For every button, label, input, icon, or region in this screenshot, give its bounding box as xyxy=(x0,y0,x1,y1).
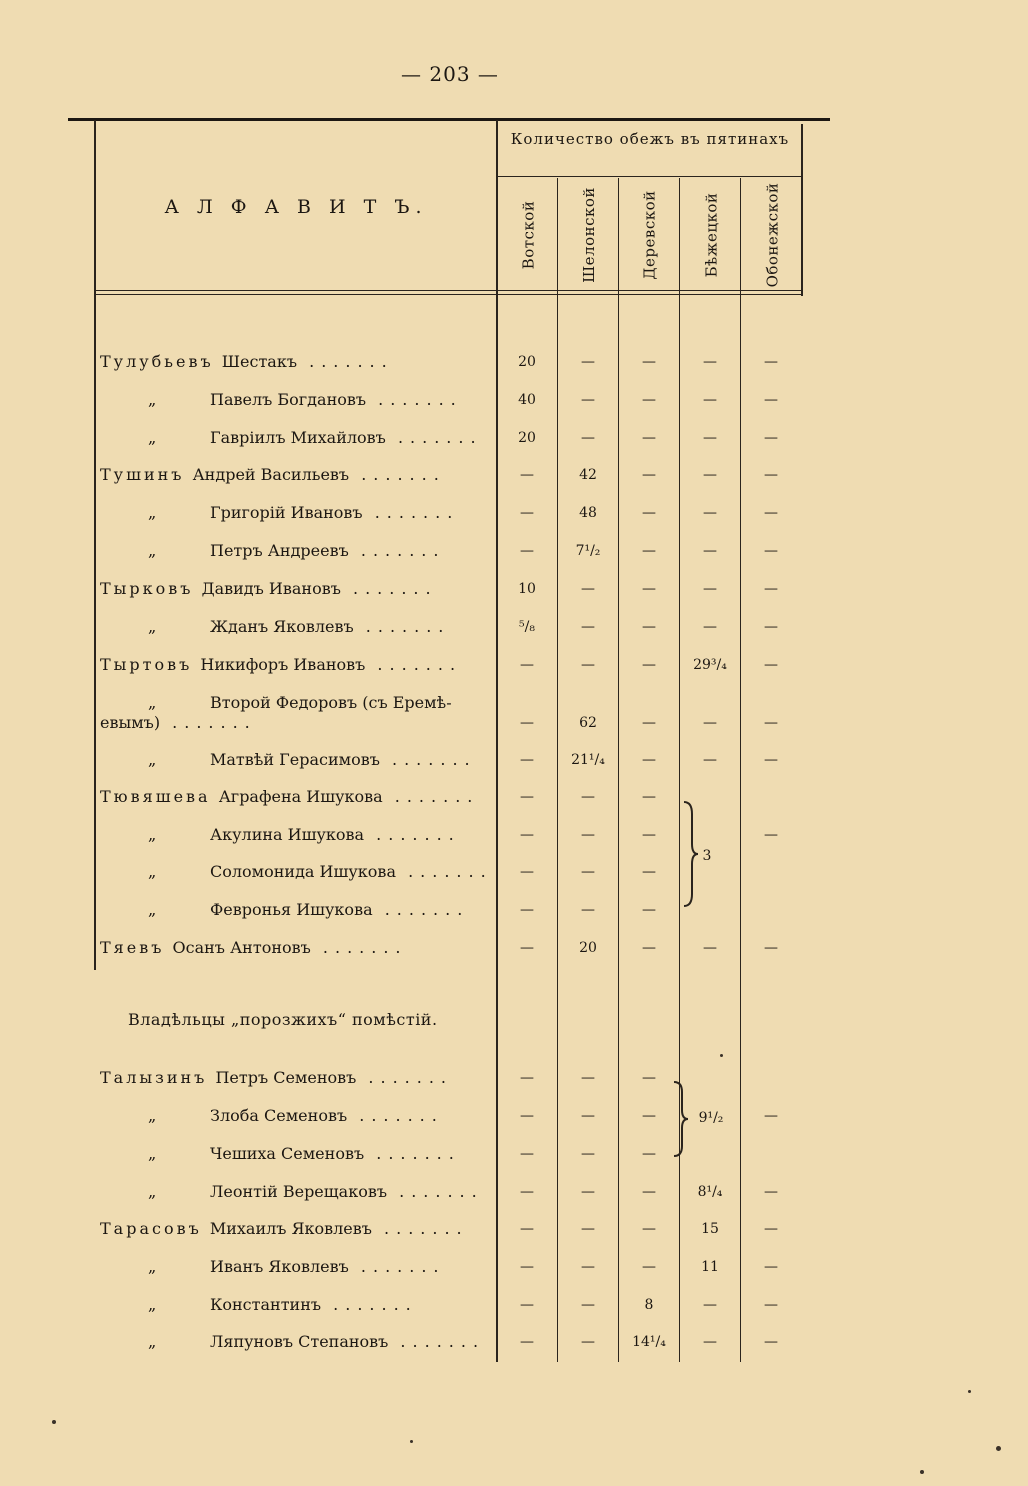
leader-dots: ....... xyxy=(364,825,461,844)
surname: Тырковъ xyxy=(100,579,202,598)
person-name xyxy=(148,1332,492,1352)
cell-derevskoy: — xyxy=(642,1108,656,1124)
cell-obonezhskoy: — xyxy=(764,619,778,635)
table-row xyxy=(0,1182,1028,1214)
cell-votskoy: — xyxy=(520,902,534,918)
leader-dots: ....... xyxy=(362,503,460,522)
given-name: Жданъ Яковлевъ xyxy=(210,617,354,636)
surname: Тулубьевъ xyxy=(100,352,222,371)
table-row xyxy=(0,390,1028,422)
given-name: Злоба Семеновъ xyxy=(210,1106,348,1125)
cell-obonezhskoy: — xyxy=(764,1259,778,1275)
cell-shelonskoy: — xyxy=(581,1259,595,1275)
given-name: Чешиха Семеновъ xyxy=(210,1144,365,1163)
cell-obonezhskoy: — xyxy=(764,1297,778,1313)
cell-obonezhskoy: — xyxy=(764,354,778,370)
cell-votskoy: — xyxy=(520,827,534,843)
table-row xyxy=(0,503,1028,535)
cell-obonezhskoy: — xyxy=(764,505,778,521)
cell-derevskoy: — xyxy=(642,619,656,635)
cell-derevskoy: — xyxy=(642,752,656,768)
surname: Тушинъ xyxy=(100,465,193,484)
cell-shelonskoy: — xyxy=(581,1108,595,1124)
cell-votskoy: — xyxy=(520,864,534,880)
cell-shelonskoy: 21¹/₄ xyxy=(571,752,605,768)
leader-dots: ....... xyxy=(310,938,408,957)
ditto-mark: „ xyxy=(148,617,157,636)
cell-shelonskoy: — xyxy=(581,392,595,408)
cell-bezhetskoy: — xyxy=(703,1334,717,1350)
table-row xyxy=(0,617,1028,649)
table-row xyxy=(0,750,1028,782)
ditto-mark: „ xyxy=(148,1257,157,1276)
cell-votskoy: — xyxy=(520,1259,534,1275)
leader-dots: ....... xyxy=(388,1332,486,1351)
person-name xyxy=(148,617,492,637)
cell-shelonskoy: 7¹/₂ xyxy=(575,543,601,559)
table-row xyxy=(0,655,1028,687)
leader-dots: ....... xyxy=(371,1219,469,1238)
given-name: Осанъ Антоновъ xyxy=(172,938,311,957)
cell-derevskoy: — xyxy=(642,392,656,408)
cell-shelonskoy: — xyxy=(581,827,595,843)
cell-derevskoy: 8 xyxy=(644,1297,654,1313)
cell-derevskoy: — xyxy=(642,1146,656,1162)
cell-shelonskoy: — xyxy=(581,1221,595,1237)
cell-bezhetskoy: — xyxy=(703,354,717,370)
cell-derevskoy: — xyxy=(642,1221,656,1237)
leader-dots: ....... xyxy=(297,352,394,371)
cell-votskoy: ⁵/₈ xyxy=(519,619,535,635)
column-header-shelonskoy: Шелонской xyxy=(580,187,599,283)
cell-derevskoy: — xyxy=(642,657,656,673)
cell-shelonskoy: — xyxy=(581,1070,595,1086)
cell-obonezhskoy: — xyxy=(764,430,778,446)
column-header-obonezhskoy: Обонежской xyxy=(763,182,781,288)
cell-shelonskoy: — xyxy=(581,354,595,370)
cell-obonezhskoy: — xyxy=(764,543,778,559)
table-row xyxy=(0,579,1028,611)
leader-dots: ....... xyxy=(366,390,463,409)
leader-dots: ....... xyxy=(353,617,451,636)
leader-dots: ....... xyxy=(321,1295,418,1314)
leader-dots: ....... xyxy=(348,541,446,560)
person-name xyxy=(148,1257,492,1277)
person-name xyxy=(148,1144,492,1164)
given-name: Давидъ Ивановъ xyxy=(201,579,341,598)
leader-dots: ....... xyxy=(356,1068,454,1087)
cell-votskoy: — xyxy=(520,1108,534,1124)
given-name: Шестакъ xyxy=(221,352,298,371)
cell-derevskoy: — xyxy=(642,430,656,446)
ditto-mark: „ xyxy=(148,750,157,769)
cell-bezhetskoy: — xyxy=(703,940,717,956)
cell-obonezhskoy: — xyxy=(764,1184,778,1200)
cell-votskoy: — xyxy=(520,1184,534,1200)
cell-derevskoy: — xyxy=(642,1259,656,1275)
table-row xyxy=(0,541,1028,573)
surname: Тарасовъ xyxy=(100,1219,210,1238)
ditto-mark: „ xyxy=(148,428,157,447)
leader-dots: ....... xyxy=(385,428,483,447)
cell-votskoy: — xyxy=(520,1297,534,1313)
leader-dots: ....... xyxy=(382,787,480,806)
cell-obonezhskoy: — xyxy=(764,715,778,731)
ditto-mark: „ xyxy=(148,825,157,844)
table-row xyxy=(0,428,1028,460)
cell-votskoy: — xyxy=(520,789,534,805)
person-name xyxy=(100,655,492,675)
cell-bezhetskoy: 8¹/₄ xyxy=(697,1184,723,1200)
table-row xyxy=(0,1106,1028,1138)
cell-derevskoy: — xyxy=(642,864,656,880)
leader-dots: ....... xyxy=(379,750,477,769)
person-name xyxy=(148,1182,492,1202)
cell-bezhetskoy: 11 xyxy=(701,1259,719,1275)
person-name xyxy=(148,503,492,523)
cell-shelonskoy: — xyxy=(581,657,595,673)
table-row xyxy=(0,1257,1028,1289)
table-row xyxy=(0,938,1028,970)
table-row xyxy=(0,787,1028,819)
cell-shelonskoy: 62 xyxy=(579,715,597,731)
surname: Тяевъ xyxy=(100,938,173,957)
given-name: Константинъ xyxy=(210,1295,322,1314)
ditto-mark: „ xyxy=(148,693,157,712)
given-name: Февронья Ишукова xyxy=(210,900,373,919)
cell-derevskoy: — xyxy=(642,354,656,370)
column-header-bezhetskoy: Бѣжецкой xyxy=(702,192,721,278)
leader-dots: ....... xyxy=(349,465,446,484)
ditto-mark: „ xyxy=(148,1106,157,1125)
cell-derevskoy: — xyxy=(642,1070,656,1086)
cell-obonezhskoy: — xyxy=(764,1334,778,1350)
given-name: Второй Федоровъ (съ Еремѣ- xyxy=(210,693,452,712)
given-name: Иванъ Яковлевъ xyxy=(210,1257,349,1276)
cell-bezhetskoy: 15 xyxy=(701,1221,719,1237)
cell-obonezhskoy: — xyxy=(764,1221,778,1237)
person-name xyxy=(148,862,492,882)
given-name: Леонтiй Верещаковъ xyxy=(210,1182,388,1201)
cell-derevskoy: — xyxy=(642,715,656,731)
table-row xyxy=(0,465,1028,497)
person-name xyxy=(100,1219,492,1239)
given-name: Павелъ Богдановъ xyxy=(210,390,367,409)
column-group-title: Количество обежъ въ пятинахъ xyxy=(510,130,790,148)
cell-bezhetskoy: — xyxy=(703,392,717,408)
cell-votskoy: — xyxy=(520,657,534,673)
leader-dots: ....... xyxy=(348,1257,446,1276)
leader-dots: ....... xyxy=(340,579,438,598)
section-title: Владѣльцы „порозжихъ“ помѣстiй. xyxy=(128,1010,438,1029)
given-name: Гаврiилъ Михайловъ xyxy=(210,428,386,447)
ditto-mark: „ xyxy=(148,1144,157,1163)
table-row xyxy=(0,693,1028,732)
cell-derevskoy: — xyxy=(642,467,656,483)
cell-derevskoy: — xyxy=(642,1184,656,1200)
cell-obonezhskoy: — xyxy=(764,392,778,408)
person-name xyxy=(100,693,492,733)
table-row xyxy=(0,900,1028,932)
cell-obonezhskoy: — xyxy=(764,1108,778,1124)
cell-votskoy: — xyxy=(520,505,534,521)
cell-shelonskoy: — xyxy=(581,430,595,446)
column-header-votskoy: Вотской xyxy=(519,200,537,270)
cell-votskoy: — xyxy=(520,1221,534,1237)
cell-bezhetskoy: — xyxy=(703,505,717,521)
surname: Тювяшева xyxy=(100,787,219,806)
given-name: Григорiй Ивановъ xyxy=(210,503,363,522)
cell-bezhetskoy: — xyxy=(703,715,717,731)
person-name xyxy=(100,787,492,807)
cell-bezhetskoy: — xyxy=(703,430,717,446)
given-name: Петръ Семеновъ xyxy=(215,1068,357,1087)
ditto-mark: „ xyxy=(148,503,157,522)
cell-shelonskoy: 20 xyxy=(579,940,597,956)
cell-derevskoy: — xyxy=(642,789,656,805)
leader-dots: ....... xyxy=(395,862,493,881)
cell-shelonskoy: — xyxy=(581,581,595,597)
given-name-continued: евымъ) xyxy=(100,713,161,732)
cell-shelonskoy: — xyxy=(581,902,595,918)
given-name: Ляпуновъ Степановъ xyxy=(210,1332,389,1351)
cell-obonezhskoy: — xyxy=(764,657,778,673)
leader-dots: ....... xyxy=(387,1182,484,1201)
table-row xyxy=(0,1295,1028,1327)
cell-shelonskoy: — xyxy=(581,1184,595,1200)
ditto-mark: „ xyxy=(148,900,157,919)
cell-obonezhskoy: — xyxy=(764,581,778,597)
alphabet-title: А Л Ф А В И Т Ъ. xyxy=(164,196,428,218)
person-name xyxy=(100,579,492,599)
cell-bezhetskoy: — xyxy=(703,543,717,559)
given-name: Акулина Ишукова xyxy=(210,825,365,844)
ditto-mark: „ xyxy=(148,862,157,881)
cell-shelonskoy: — xyxy=(581,1297,595,1313)
cell-bezhetskoy: 29³/₄ xyxy=(693,657,727,673)
cell-votskoy: — xyxy=(520,752,534,768)
column-header-derevskoy: Деревской xyxy=(641,190,659,280)
cell-votskoy: 20 xyxy=(518,430,536,446)
cell-derevskoy: — xyxy=(642,902,656,918)
person-name xyxy=(148,428,492,448)
table-row xyxy=(0,1144,1028,1176)
leader-dots: ....... xyxy=(160,713,257,732)
ditto-mark: „ xyxy=(148,1295,157,1314)
person-name xyxy=(148,541,492,561)
ditto-mark: „ xyxy=(148,1332,157,1351)
cell-bezhetskoy: — xyxy=(703,752,717,768)
person-name xyxy=(148,1106,492,1126)
cell-votskoy: — xyxy=(520,467,534,483)
cell-bezhetskoy: — xyxy=(703,619,717,635)
table-row xyxy=(0,1068,1028,1100)
given-name: Никифоръ Ивановъ xyxy=(200,655,366,674)
given-name: Андрей Васильевъ xyxy=(192,465,350,484)
cell-votskoy: — xyxy=(520,715,534,731)
cell-shelonskoy: — xyxy=(581,1334,595,1350)
person-name xyxy=(148,750,492,770)
cell-votskoy: 20 xyxy=(518,354,536,370)
table-row xyxy=(0,1332,1028,1364)
cell-shelonskoy: — xyxy=(581,1146,595,1162)
cell-shelonskoy: — xyxy=(581,619,595,635)
person-name xyxy=(148,825,492,845)
table-row xyxy=(0,862,1028,894)
given-name: Михаилъ Яковлевъ xyxy=(209,1219,372,1238)
cell-votskoy: 40 xyxy=(518,392,536,408)
person-name xyxy=(148,900,492,920)
cell-obonezhskoy: — xyxy=(764,467,778,483)
given-name: Матвѣй Герасимовъ xyxy=(210,750,380,769)
cell-votskoy: — xyxy=(520,1146,534,1162)
person-name xyxy=(100,352,492,372)
leader-dots: ....... xyxy=(372,900,470,919)
cell-shelonskoy: 48 xyxy=(579,505,597,521)
cell-bezhetskoy: — xyxy=(703,581,717,597)
table-row xyxy=(0,352,1028,384)
ditto-mark: „ xyxy=(148,390,157,409)
surname: Талызинъ xyxy=(100,1068,216,1087)
cell-votskoy: — xyxy=(520,1070,534,1086)
cell-shelonskoy: — xyxy=(581,789,595,805)
given-name: Аграфена Ишукова xyxy=(218,787,383,806)
person-name xyxy=(100,1068,492,1088)
cell-votskoy: — xyxy=(520,940,534,956)
table-row xyxy=(0,825,1028,857)
leader-dots: ....... xyxy=(365,655,463,674)
cell-bezhetskoy: — xyxy=(703,467,717,483)
person-name xyxy=(100,465,492,485)
cell-derevskoy: 14¹/₄ xyxy=(632,1334,666,1350)
cell-votskoy: — xyxy=(520,543,534,559)
cell-obonezhskoy: — xyxy=(764,827,778,843)
ditto-mark: „ xyxy=(148,541,157,560)
cell-derevskoy: — xyxy=(642,543,656,559)
brace-value-2: 9¹/₂ xyxy=(698,1110,724,1126)
surname: Тыртовъ xyxy=(100,655,201,674)
top-rule xyxy=(68,118,830,121)
leader-dots: ....... xyxy=(364,1144,461,1163)
leader-dots: ....... xyxy=(347,1106,444,1125)
cell-obonezhskoy: — xyxy=(764,752,778,768)
page-number: — 203 — xyxy=(401,62,499,86)
brace-value-1: 3 xyxy=(702,848,712,864)
cell-obonezhskoy: — xyxy=(764,940,778,956)
table-row xyxy=(0,1219,1028,1251)
given-name: Соломонида Ишукова xyxy=(210,862,396,881)
cell-votskoy: — xyxy=(520,1334,534,1350)
cell-derevskoy: — xyxy=(642,505,656,521)
cell-derevskoy: — xyxy=(642,940,656,956)
given-name: Петръ Андреевъ xyxy=(210,541,349,560)
cell-shelonskoy: — xyxy=(581,864,595,880)
cell-bezhetskoy: — xyxy=(703,1297,717,1313)
cell-derevskoy: — xyxy=(642,581,656,597)
cell-votskoy: 10 xyxy=(518,581,536,597)
cell-shelonskoy: 42 xyxy=(579,467,597,483)
ditto-mark: „ xyxy=(148,1182,157,1201)
cell-derevskoy: — xyxy=(642,827,656,843)
person-name xyxy=(100,938,492,958)
person-name xyxy=(148,1295,492,1315)
person-name xyxy=(148,390,492,410)
